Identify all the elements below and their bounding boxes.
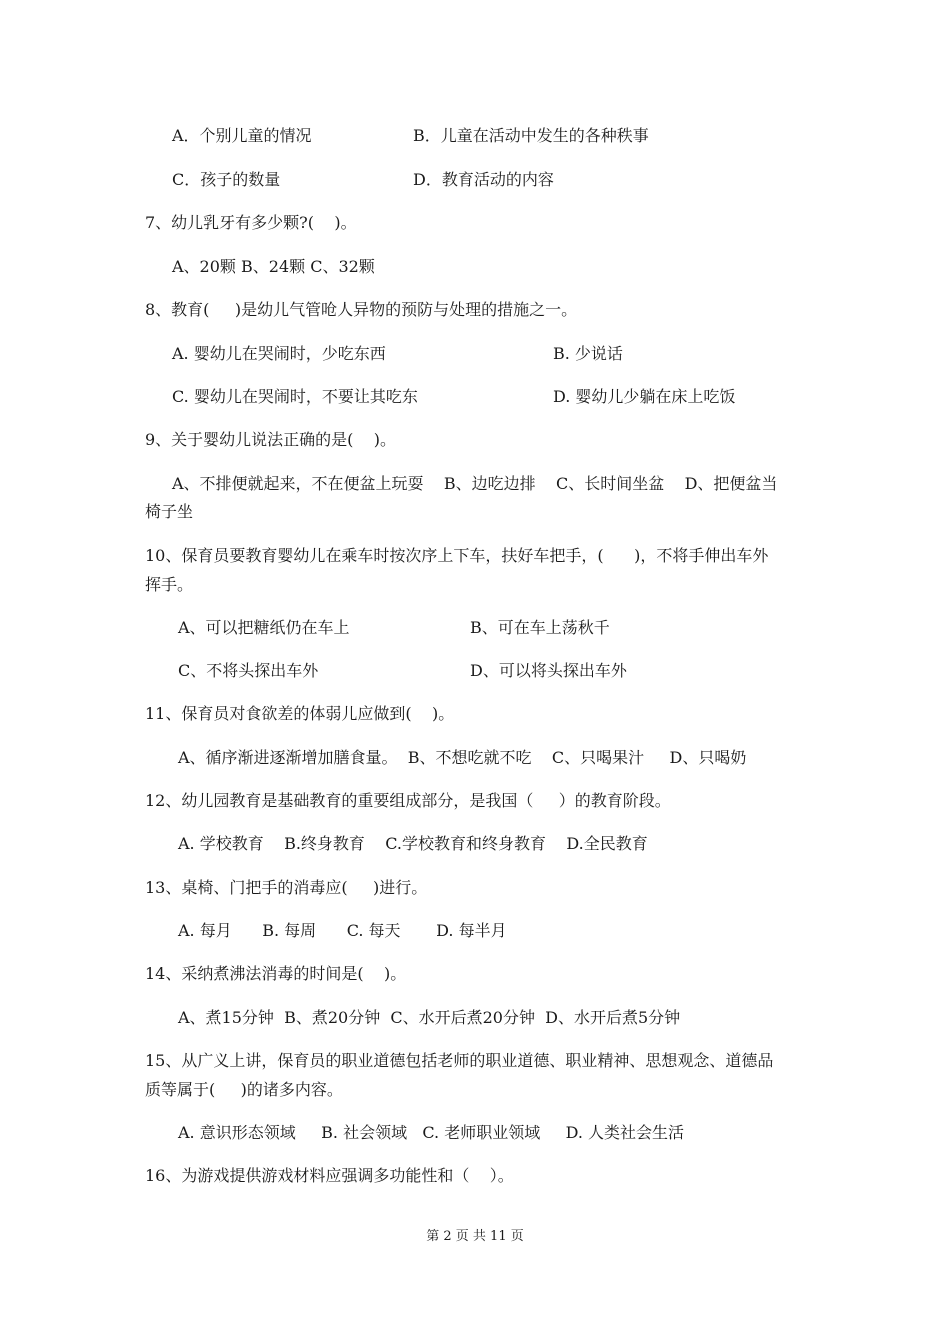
q13-stem: 13、桌椅、门把手的消毒应( )进行。 bbox=[145, 878, 428, 897]
q10-option-a: A、可以把糖纸仍在车上 bbox=[178, 618, 350, 637]
q6-option-d: D．教育活动的内容 bbox=[413, 170, 554, 189]
q10-option-d: D、可以将头探出车外 bbox=[470, 661, 627, 680]
q6-option-b: B．儿童在活动中发生的各种秩事 bbox=[413, 126, 649, 145]
q15-stem-line1: 15、从广义上讲，保育员的职业道德包括老师的职业道德、职业精神、思想观念、道德品 bbox=[145, 1051, 774, 1070]
q8-option-a: A. 婴幼儿在哭闹时，少吃东西 bbox=[172, 344, 386, 363]
q14-stem: 14、采纳煮沸法消毒的时间是( )。 bbox=[145, 964, 407, 983]
q6-option-a: A．个别儿童的情况 bbox=[172, 126, 312, 145]
q7-options: A、20颗 B、24颗 C、32颗 bbox=[172, 257, 375, 276]
q15-stem-line2: 质等属于( )的诸多内容。 bbox=[145, 1080, 343, 1099]
q16-stem: 16、为游戏提供游戏材料应强调多功能性和（ ）。 bbox=[145, 1166, 514, 1185]
q9-options-line2: 椅子坐 bbox=[145, 502, 194, 521]
q9-stem: 9、关于婴幼儿说法正确的是( )。 bbox=[145, 430, 397, 449]
q14-options: A、煮15分钟 B、煮20分钟 C、水开后煮20分钟 D、水开后煮5分钟 bbox=[178, 1008, 681, 1027]
q8-stem: 8、教育( )是幼儿气管呛人异物的预防与处理的措施之一。 bbox=[145, 300, 578, 319]
q15-options: A. 意识形态领域 B. 社会领域 C. 老师职业领域 D. 人类社会生活 bbox=[178, 1123, 685, 1142]
q10-option-b: B、可在车上荡秋千 bbox=[470, 618, 610, 637]
page-footer: 第 2 页 共 11 页 bbox=[426, 1229, 524, 1244]
q12-options: A. 学校教育 B.终身教育 C.学校教育和终身教育 D.全民教育 bbox=[178, 834, 648, 853]
q12-stem: 12、幼儿园教育是基础教育的重要组成部分，是我国（ ）的教育阶段。 bbox=[145, 791, 671, 810]
q11-stem: 11、保育员对食欲差的体弱儿应做到( )。 bbox=[145, 704, 455, 723]
q10-option-c: C、不将头探出车外 bbox=[178, 661, 319, 680]
q10-stem-line1: 10、保育员要教育婴幼儿在乘车时按次序上下车，扶好车把手，( )，不将手伸出车外 bbox=[145, 546, 769, 565]
q9-options-line1: A、不排便就起来，不在便盆上玩耍 B、边吃边排 C、长时间坐盆 D、把便盆当 bbox=[172, 474, 778, 493]
q7-stem: 7、幼儿乳牙有多少颗?( )。 bbox=[145, 213, 357, 232]
q10-stem-line2: 挥手。 bbox=[145, 575, 194, 594]
q13-options: A. 每月 B. 每周 C. 每天 D. 每半月 bbox=[178, 921, 507, 940]
q8-option-d: D. 婴幼儿少躺在床上吃饭 bbox=[553, 387, 736, 406]
q11-options: A、循序渐进逐渐增加膳食量。 B、不想吃就不吃 C、只喝果汁 D、只喝奶 bbox=[178, 748, 747, 767]
q6-option-c: C．孩子的数量 bbox=[172, 170, 281, 189]
q8-option-c: C. 婴幼儿在哭闹时，不要让其吃东 bbox=[172, 387, 418, 406]
q8-option-b: B. 少说话 bbox=[553, 344, 623, 363]
